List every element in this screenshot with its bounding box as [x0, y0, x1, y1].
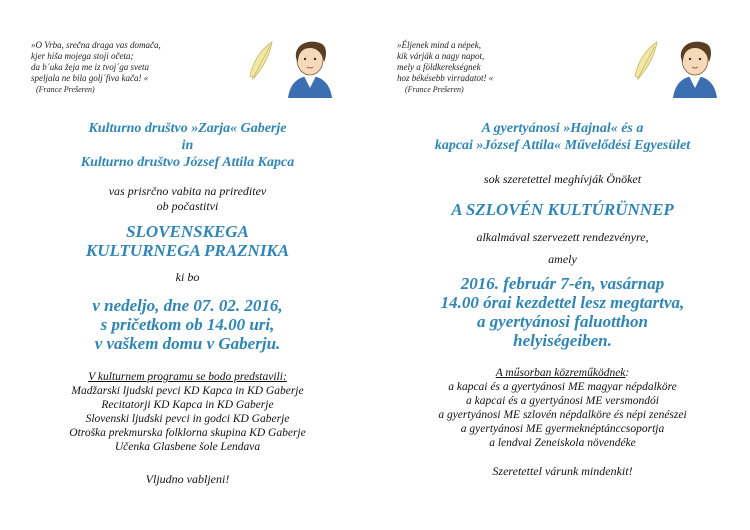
- quote-author: (France Prešeren): [36, 85, 95, 94]
- event-date: v nedeljo, dne 07. 02. 2016, s pričetkom ob 14.00 uri, v vaškem domu v Gaberju.: [92, 296, 283, 353]
- organizers: Kulturno društvo »Zarja« Gaberje in Kulturno društvo József Attila Kapca: [80, 121, 295, 170]
- event-title: SLOVENSKEGA KULTURNEGA PRAZNIKA: [85, 222, 290, 260]
- list-item: a gyertyánosi ME gyermeknéptánccsoportja: [460, 423, 665, 435]
- program-title: A műsorban közreműködnek: [495, 367, 626, 379]
- list-item: Učenka Glasbene šole Lendava: [114, 441, 261, 453]
- program-list: [0, 370, 375, 454]
- list-item: a gyertyánosi ME szlovén népdalköre és népi zenészei: [438, 409, 687, 421]
- poem-quote: »Éljenek mind a népek, kik várják a nagy napot, mely a földkerekségnek hoz békésebb virradatot! «: [397, 40, 494, 83]
- event-title: A SZLOVÉN KULTÚRÜNNEP: [451, 200, 674, 219]
- quote-author: (France Prešeren): [405, 85, 464, 94]
- hungarian-invitation: [375, 0, 750, 530]
- list-item: a kapcai és a gyertyánosi ME versmondói: [466, 395, 659, 407]
- list-item: a lendvai Zeneiskola növendéke: [489, 437, 636, 449]
- program-title-row: A műsorban közreműködnek:: [495, 367, 630, 379]
- list-item: Recitatorji KD Kapca in KD Gaberje: [101, 399, 274, 411]
- program-title: V kulturnem programu se bodo predstavili:: [88, 371, 287, 383]
- poet-portrait-with-quill-icon: [625, 36, 725, 98]
- list-item: Slovenski ljudski pevci in godci KD Gaberje: [85, 413, 290, 425]
- invite-text: vas prisrčno vabita na prireditev ob počastitvi: [108, 184, 267, 213]
- list-item: a kapcai és a gyertyánosi ME magyar népdalköre: [448, 381, 677, 393]
- poem-quote: »O Vrba, srečna draga vas domača, kjer hiša mojega stoji očeta; da b´uka žeja me iz tvoj´ga sveta speljala ne bila golj´fiva kača! «: [31, 40, 161, 83]
- organizers: A gyertyánosi »Hajnal« és a kapcai »József Attila« Művelődési Egyesület: [434, 121, 691, 153]
- poet-portrait-with-quill-icon: [240, 36, 340, 98]
- list-item: Otroška prekmurska folklorna skupina KD Gaberje: [69, 427, 306, 439]
- program-list: [375, 366, 750, 450]
- closing-text: Vljudno vabljeni!: [145, 472, 230, 486]
- ki-bo-text: ki bo: [175, 270, 200, 284]
- occasion-text: alkalmával szervezett rendezvényre, amely: [476, 230, 649, 266]
- list-item: Madžarski ljudski pevci KD Kapca in KD Gaberje: [71, 385, 304, 397]
- invite-text: sok szeretettel meghívják Önöket: [483, 172, 642, 186]
- closing-text: Szeretettel várunk mindenkit!: [492, 464, 633, 478]
- event-date: 2016. február 7-én, vasárnap 14.00 órai kezdettel lesz megtartva, a gyertyánosi faluotthon helyiségeiben.: [440, 274, 685, 350]
